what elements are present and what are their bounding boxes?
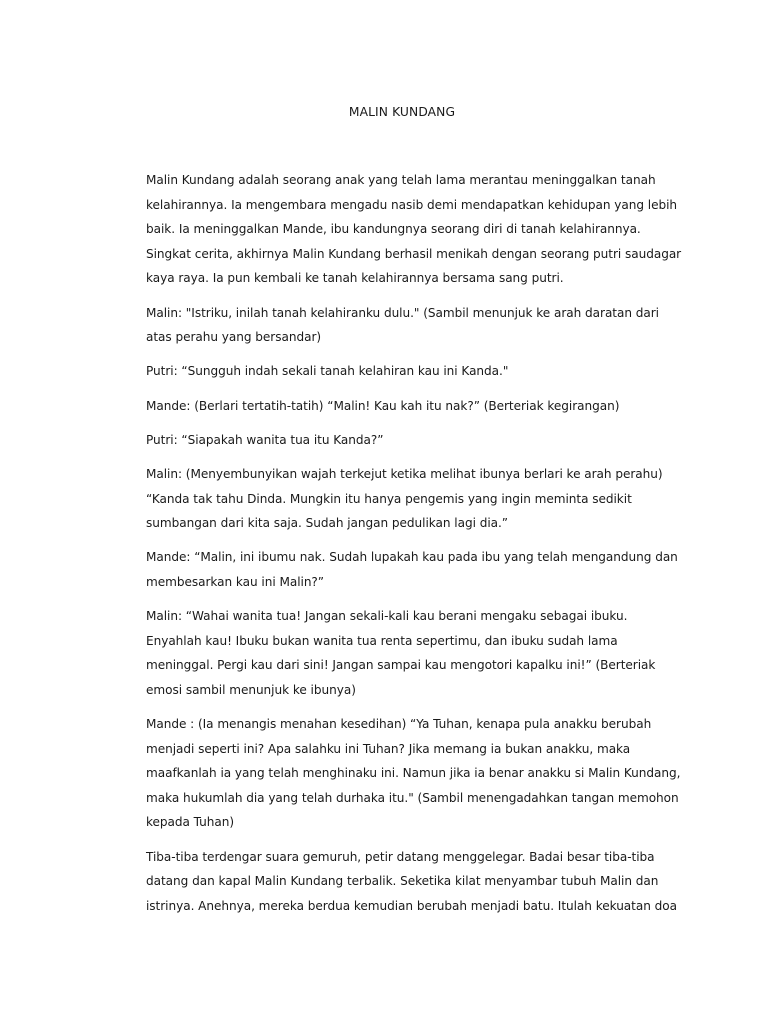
paragraph — [146, 301, 660, 350]
text-line: istrinya. Anehnya, mereka berdua kemudian berubah menjadi batu. Itulah kekuatan doa — [146, 898, 677, 913]
paragraph — [146, 712, 681, 835]
paragraph — [146, 428, 660, 453]
text-line: “Kanda tak tahu Dinda. Mungkin itu hanya pengemis yang ingin meminta sedikit — [146, 491, 632, 506]
text-line: Malin: "Istriku, inilah tanah kelahiranku dulu." (Sambil menunjuk ke arah daratan dari — [146, 305, 659, 320]
paragraph — [146, 462, 663, 536]
text-line: Enyahlah kau! Ibuku bukan wanita tua renta sepertimu, dan ibuku sudah lama — [146, 633, 618, 648]
paragraph — [146, 394, 660, 419]
text-line: atas perahu yang bersandar) — [146, 330, 322, 345]
text-line: Malin Kundang adalah seorang anak yang telah lama merantau meninggalkan tanah — [146, 173, 656, 187]
text-line: Mande : (Ia menangis menahan kesedihan) “Ya Tuhan, kenapa pula anakku berubah — [146, 717, 652, 732]
text-line: menjadi seperti ini? Apa salahku ini Tuhan? Jika memang ia bukan anakku, maka — [146, 741, 631, 756]
text-line: baik. Ia meninggalkan Mande, ibu kandungnya seorang diri di tanah kelahirannya. — [146, 222, 641, 237]
paragraph — [146, 604, 660, 702]
text-line: Malin: “Wahai wanita tua! Jangan sekali-kali kau berani mengaku sebagai ibuku. — [146, 609, 628, 624]
paragraph — [146, 545, 678, 594]
text-line: meninggal. Pergi kau dari sini! Jangan sampai kau mengotori kapalku ini!” (Berteriak — [146, 658, 656, 673]
text-line: sumbangan dari kita saja. Sudah jangan pedulikan lagi dia.” — [146, 516, 509, 531]
text-line: Putri: “Sungguh indah sekali tanah kelahiran kau ini Kanda." — [146, 364, 509, 379]
text-line: Putri: “Siapakah wanita tua itu Kanda?” — [146, 432, 384, 447]
text-line: kaya raya. Ia pun kembali ke tanah kelahirannya bersama sang putri. — [146, 271, 564, 286]
text-line: Mande: “Malin, ini ibumu nak. Sudah lupakah kau pada ibu yang telah mengandung dan — [146, 550, 678, 565]
text-line: kelahirannya. Ia mengembara mengadu nasib demi mendapatkan kehidupan yang lebih — [146, 197, 678, 212]
text-line: maafkanlah ia yang telah menghinaku ini. Namun jika ia benar anakku si Malin Kundang, — [146, 766, 681, 781]
text-line: kepada Tuhan) — [146, 815, 235, 830]
text-line: Malin: (Menyembunyikan wajah terkejut ketika melihat ibunya berlari ke arah perahu) — [146, 466, 663, 481]
paragraph — [146, 845, 677, 919]
text-line: Singkat cerita, akhirnya Malin Kundang berhasil menikah dengan seorang putri saudagar — [146, 246, 682, 261]
text-line: Tiba-tiba terdengar suara gemuruh, petir datang menggelegar. Badai besar tiba-tiba — [146, 849, 655, 864]
document-body — [146, 168, 682, 928]
text-line: maka hukumlah dia yang telah durhaka itu." (Sambil menengadahkan tangan memohon — [146, 790, 679, 805]
text-line: membesarkan kau ini Malin?” — [146, 574, 325, 589]
document-title: MALIN KUNDANG — [348, 105, 456, 119]
text-line: datang dan kapal Malin Kundang terbalik. Seketika kilat menyambar tubuh Malin dan — [146, 874, 659, 889]
text-line: emosi sambil menunjuk ke ibunya) — [146, 682, 356, 697]
text-line: Mande: (Berlari tertatih-tatih) “Malin! Kau kah itu nak?” (Berteriak kegirangan) — [146, 398, 620, 413]
paragraph — [146, 359, 660, 384]
paragraph — [146, 168, 682, 291]
